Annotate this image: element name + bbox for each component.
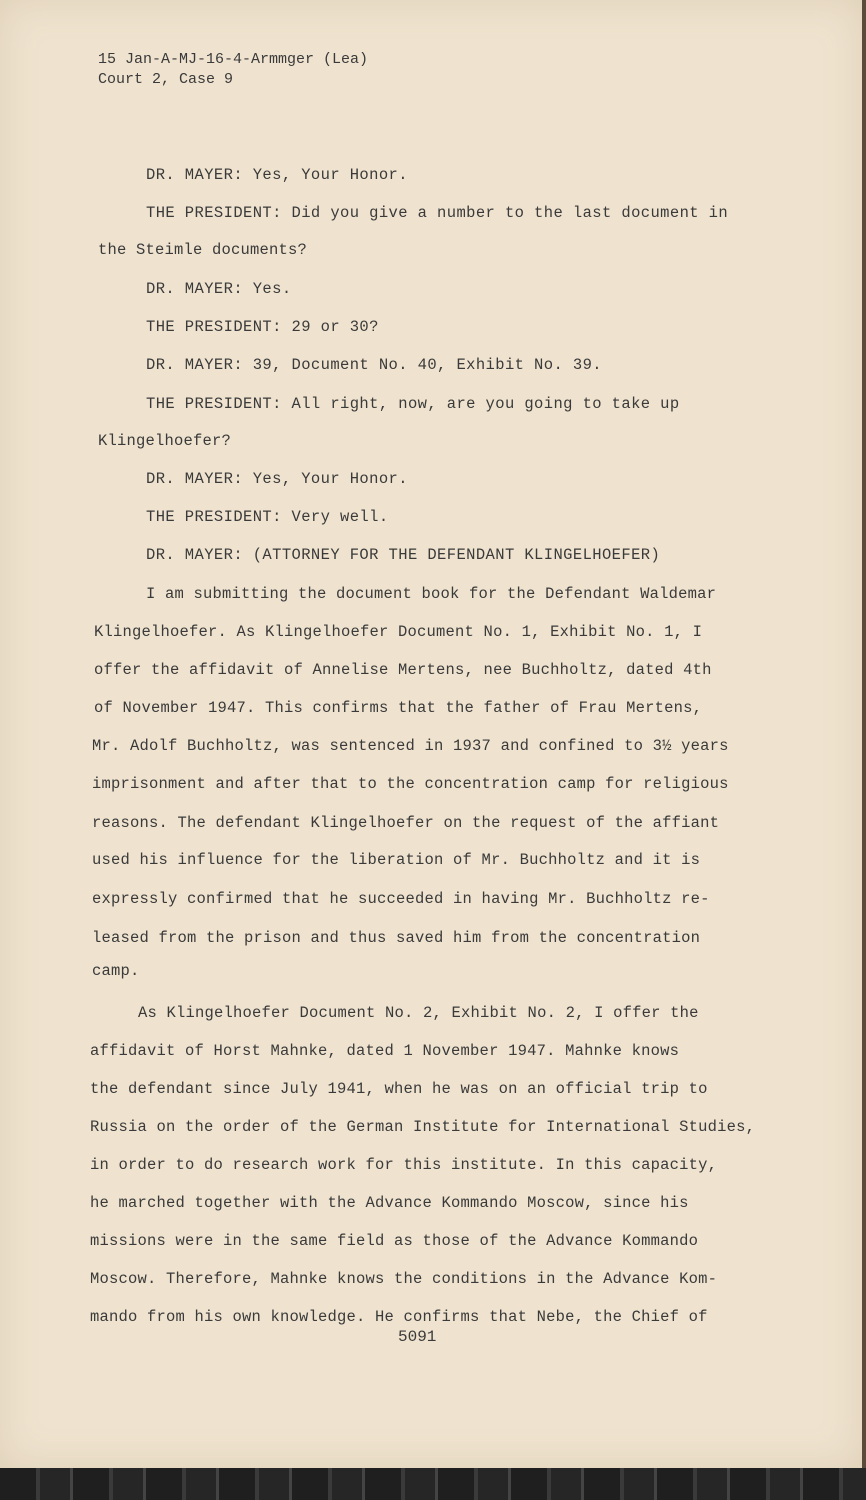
transcript-line: Moscow. Therefore, Mahnke knows the conditions in the Advance Kom- [90,1270,718,1288]
page-header [98,50,368,90]
transcript-line: THE PRESIDENT: Did you give a number to the last document in [146,204,729,222]
transcript-line: expressly confirmed that he succeeded in having Mr. Buchholtz re- [92,890,710,908]
transcript-line: As Klingelhoefer Document No. 2, Exhibit No. 2, I offer the [138,1004,699,1022]
transcript-line: camp. [92,962,140,980]
transcript-line: missions were in the same field as those of the Advance Kommando [90,1232,699,1250]
transcript-line: DR. MAYER: Yes. [146,280,292,298]
transcript-line: DR. MAYER: 39, Document No. 40, Exhibit No. 39. [146,356,602,374]
transcript-line: I am submitting the document book for the Defendant Waldemar [146,585,717,603]
transcript-line: imprisonment and after that to the concentration camp for religious [92,775,729,793]
scanner-strip [0,1468,866,1500]
transcript-line: used his influence for the liberation of Mr. Buchholtz and it is [92,851,701,869]
transcript-line: Klingelhoefer? [98,432,232,450]
transcript-line: the defendant since July 1941, when he was on an official trip to [90,1080,708,1098]
transcript-line: in order to do research work for this institute. In this capacity, [90,1156,718,1174]
transcript-line: DR. MAYER: Yes, Your Honor. [146,470,408,488]
page-number: 5091 [398,1328,437,1346]
transcript-line: DR. MAYER: Yes, Your Honor. [146,166,408,184]
transcript-line: offer the affidavit of Annelise Mertens, nee Buchholtz, dated 4th [94,661,712,679]
page-edge [862,0,866,1468]
header-line-2: Court 2, Case 9 [98,71,234,88]
header-line-1: 15 Jan-A-MJ-16-4-Armmger (Lea) [98,51,369,68]
transcript-line: leased from the prison and thus saved him from the concentration [92,929,701,947]
transcript-line: THE PRESIDENT: All right, now, are you going to take up [146,395,680,413]
transcript-line: THE PRESIDENT: 29 or 30? [146,318,379,336]
transcript-line: reasons. The defendant Klingelhoefer on the request of the affiant [92,814,720,832]
transcript-line: mando from his own knowledge. He confirms that Nebe, the Chief of [90,1308,708,1326]
transcript-line: of November 1947. This confirms that the father of Frau Mertens, [94,699,703,717]
transcript-line: DR. MAYER: (ATTORNEY FOR THE DEFENDANT KLINGELHOEFER) [146,546,661,564]
transcript-line: Russia on the order of the German Institute for International Studies, [90,1118,756,1136]
transcript-line: affidavit of Horst Mahnke, dated 1 November 1947. Mahnke knows [90,1042,680,1060]
transcript-line: the Steimle documents? [98,241,308,259]
transcript-line: THE PRESIDENT: Very well. [146,508,389,526]
transcript-line: Klingelhoefer. As Klingelhoefer Document No. 1, Exhibit No. 1, I [94,623,703,641]
transcript-line: he marched together with the Advance Kommando Moscow, since his [90,1194,689,1212]
transcript-line: Mr. Adolf Buchholtz, was sentenced in 1937 and confined to 3½ years [92,737,729,755]
